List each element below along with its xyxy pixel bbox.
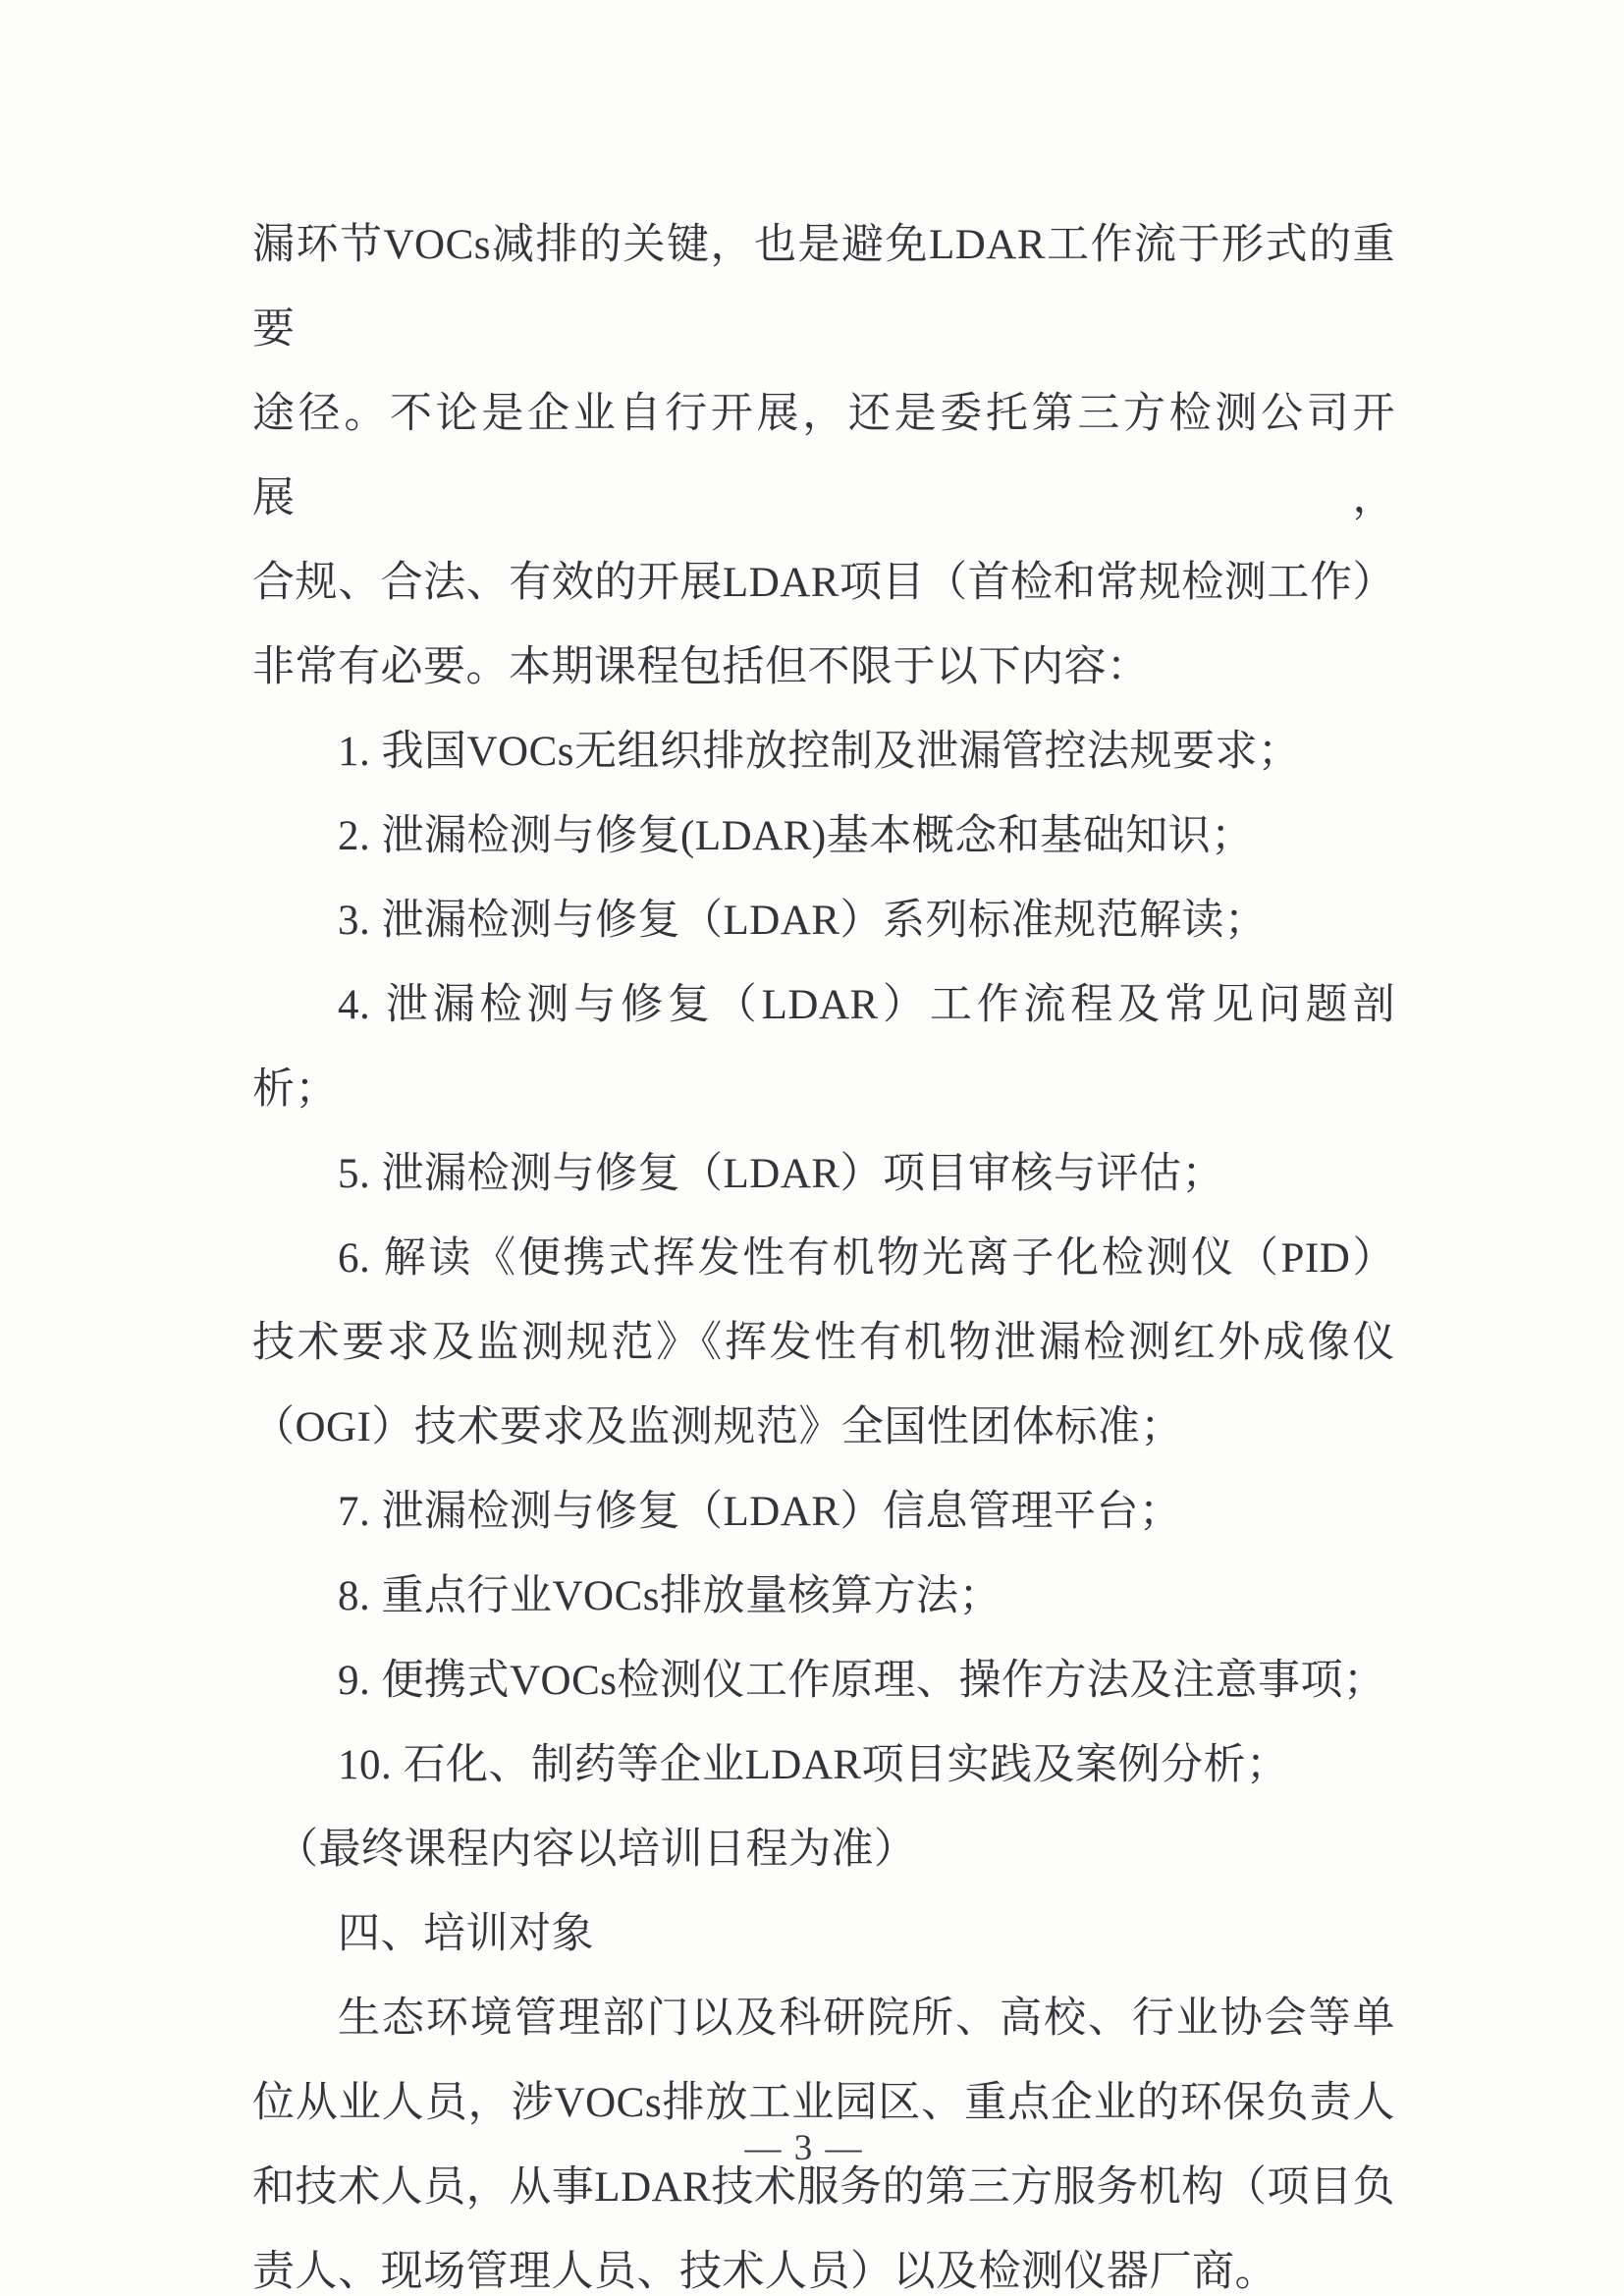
body-line: 位从业人员，涉VOCs排放工业园区、重点企业的环保负责人 (252, 2080, 1395, 2126)
course-note: （最终课程内容以培训日程为准） (276, 1827, 917, 1873)
list-item-10: 10. 石化、制药等企业LDAR项目实践及案例分析； (338, 1742, 1289, 1788)
list-item-4: 4. 泄漏检测与修复（LDAR）工作流程及常见问题剖析； (252, 982, 1395, 1113)
body-line: 和技术人员，从事LDAR技术服务的第三方服务机构（项目负 (252, 2164, 1395, 2211)
page-number: — 3 — (744, 2128, 864, 2168)
list-item-6: 6. 解读《便携式挥发性有机物光离子化检测仪（PID） (338, 1235, 1395, 1282)
list-item-1: 1. 我国VOCs无组织排放控制及泄漏管控法规要求； (338, 729, 1301, 775)
body-line: 非常有必要。本期课程包括但不限于以下内容： (252, 644, 1150, 690)
body-line: 合规、合法、有效的开展LDAR项目（首检和常规检测工作） (252, 560, 1395, 606)
list-item-7: 7. 泄漏检测与修复（LDAR）信息管理平台； (338, 1489, 1182, 1535)
body-line: （OGI）技术要求及监测规范》全国性团体标准； (252, 1404, 1183, 1450)
list-item-8: 8. 重点行业VOCs排放量核算方法； (338, 1573, 1002, 1619)
document-body (252, 203, 1395, 2296)
body-line: 漏环节VOCs减排的关键，也是避免LDAR工作流于形式的重要 (252, 222, 1395, 353)
body-line: 途径。不论是企业自行开展，还是委托第三方检测公司开展， (252, 391, 1395, 521)
section-heading-training-audience: 四、培训对象 (338, 1911, 594, 1957)
body-line: 责人、现场管理人员、技术人员）以及检测仪器厂商。 (252, 2249, 1277, 2295)
list-item-2: 2. 泄漏检测与修复(LDAR)基本概念和基础知识； (338, 813, 1254, 859)
list-item-3: 3. 泄漏检测与修复（LDAR）系列标准规范解读； (338, 898, 1268, 944)
list-item-9: 9. 便携式VOCs检测仪工作原理、操作方法及注意事项； (338, 1658, 1386, 1704)
page-footer (0, 2127, 1608, 2170)
body-line: 技术要求及监测规范》《挥发性有机物泄漏检测红外成像仪 (252, 1320, 1395, 1366)
body-line: 生态环境管理部门以及科研院所、高校、行业协会等单 (338, 1995, 1395, 2042)
list-item-5: 5. 泄漏检测与修复（LDAR）项目审核与评估； (338, 1151, 1225, 1197)
